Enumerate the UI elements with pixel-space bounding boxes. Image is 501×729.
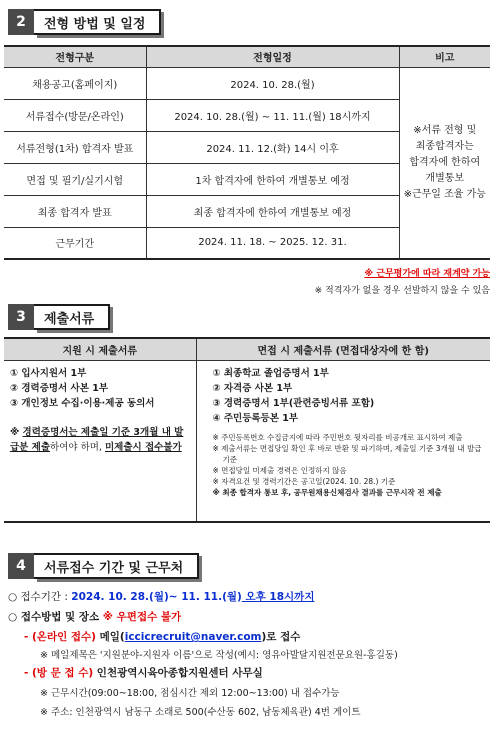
interview-docs-cell [196, 360, 490, 522]
section-number: 2 [8, 9, 34, 35]
period-label: ○ 접수기간 : [8, 591, 72, 603]
note-line: ※ 자격요건 및 경력기간은 공고일(2024. 10. 28.) 기준 [212, 476, 396, 486]
section-title: 서류접수 기간 및 근무처 [34, 553, 199, 579]
list-item: ① 최종학교 졸업증명서 1부 [212, 367, 329, 379]
table-cell: 서류전형(1차) 합격자 발표 [4, 131, 146, 163]
career-cert-note [10, 425, 190, 455]
no-mail-note: ※ 우편접수 불가 [99, 611, 182, 623]
table-cell: 최종 합격자 발표 [4, 195, 146, 227]
method-label: ○ 접수방법 및 장소 [8, 611, 100, 623]
list-item: ② 자격증 사본 1부 [212, 382, 293, 394]
online-text: 메일( [95, 631, 125, 643]
online-application [24, 629, 300, 644]
table-cell: 면접 및 필기/실기시험 [4, 163, 146, 195]
visit-text: 인천광역시육아종합지원센터 사무실 [93, 667, 263, 679]
no-hire-note: ※ 적격자가 없을 경우 선발하지 않을 수 있음 [314, 286, 490, 296]
col-header: 전형구분 [4, 46, 146, 67]
table-cell: 1차 합격자에 한하여 개별통보 예정 [146, 163, 399, 195]
table-cell: 2024. 10. 28.(월) [146, 67, 399, 99]
col-header: 면접 시 제출서류 (면접대상자에 한 함) [196, 338, 490, 360]
note-text: 하여야 하며, [50, 441, 105, 453]
remark-line: 개별통보 [425, 172, 465, 184]
remark-line: ※서류 전형 및 [413, 124, 477, 136]
section-title: 전형 방법 및 일정 [34, 9, 161, 35]
note-line: ※ 최종 합격자 통보 후, 공무원채용신체검사 결과를 근무시작 전 제출 [212, 487, 442, 497]
table-header-row [4, 46, 490, 67]
note-line: ※ 제출서류는 면접당일 확인 후 바로 반환 및 파기하며, 제출일 기준 3개월 내 발급 기준 [212, 443, 482, 464]
table-cell: 서류접수(방문/온라인) [4, 99, 146, 131]
table-cell: 채용공고(홈페이지) [4, 67, 146, 99]
online-label: - (온라인 접수) [24, 631, 96, 643]
interview-notes [213, 432, 485, 498]
section-4-header [8, 553, 199, 579]
col-header: 전형일정 [146, 46, 399, 67]
remark-cell [399, 67, 490, 259]
schedule-table [4, 45, 490, 260]
table-row [4, 67, 490, 99]
note-line: ※ 면접당일 미제출 경력은 인정하지 않음 [212, 465, 347, 475]
section-2-header [8, 9, 161, 35]
section-3-header [8, 304, 110, 330]
online-text: )로 접수 [261, 631, 301, 643]
note-prefix: ※ [10, 426, 23, 438]
list-item: ② 경력증명서 사본 1부 [10, 382, 108, 394]
section-title: 제출서류 [34, 304, 110, 330]
email-link[interactable]: iccicrecruit@naver.com [124, 631, 262, 643]
table-cell: 2024. 10. 28.(월) ~ 11. 11.(월) 18시까지 [146, 99, 399, 131]
list-item: ① 입사지원서 1부 [10, 367, 87, 379]
email-subject-note: ※ 메일제목은 '지원분야-지원자 이름'으로 작성(예시: 영유아발달지원전문요원-홍길동) [40, 650, 398, 661]
remark-line: ※근무일 조율 가능 [403, 188, 486, 200]
remark-line: 최종합격자는 [415, 140, 474, 152]
col-header: 비고 [399, 46, 490, 67]
list-item: ④ 주민등록등본 1부 [212, 412, 299, 424]
application-period [8, 589, 314, 604]
documents-table [4, 337, 490, 523]
table-cell: 근무기간 [4, 227, 146, 259]
table-cell: 최종 합격자에 한하여 개별통보 예정 [146, 195, 399, 227]
table-row [4, 360, 490, 522]
section-number: 3 [8, 304, 34, 330]
period-value: 2024. 10. 28.(월)~ 11. 11.(월) [71, 591, 242, 603]
hours-note: ※ 근무시간(09:00~18:00, 점심시간 제외 12:00~13:00) 내 접수가능 [40, 688, 340, 699]
visit-label: - (방 문 접 수) [24, 667, 94, 679]
note-line: ※ 주민등록번호 수집금지에 따라 주민번호 뒷자리를 비공개로 표시하여 제출 [212, 432, 463, 442]
period-time: 오후 18시까지 [241, 591, 315, 603]
list-item: ③ 개인정보 수집·이용·제공 동의서 [10, 397, 155, 409]
visit-application [24, 665, 263, 680]
remark-line: 합격자에 한하여 [409, 156, 481, 168]
note-underlined: 미제출시 접수불가 [104, 441, 182, 453]
apply-docs-cell [4, 360, 196, 522]
table-cell: 2024. 11. 12.(화) 14시 이후 [146, 131, 399, 163]
address-note: ※ 주소: 인천광역시 남동구 소래로 500(수산동 602, 남동체육관) 4번 게이트 [40, 707, 361, 718]
list-item: ③ 경력증명서 1부(관련증빙서류 포함) [212, 397, 375, 409]
note-underlined: 경력증명서는 제출일 기준 3개월 내 발급분 제출 [10, 426, 184, 453]
col-header: 지원 시 제출서류 [4, 338, 196, 360]
section-number: 4 [8, 553, 34, 579]
table-cell: 2024. 11. 18. ~ 2025. 12. 31. [146, 227, 399, 259]
reconract-note: ※ 근무평가에 따라 재계약 가능 [364, 269, 490, 279]
table-header-row [4, 338, 490, 360]
application-method [8, 609, 181, 624]
